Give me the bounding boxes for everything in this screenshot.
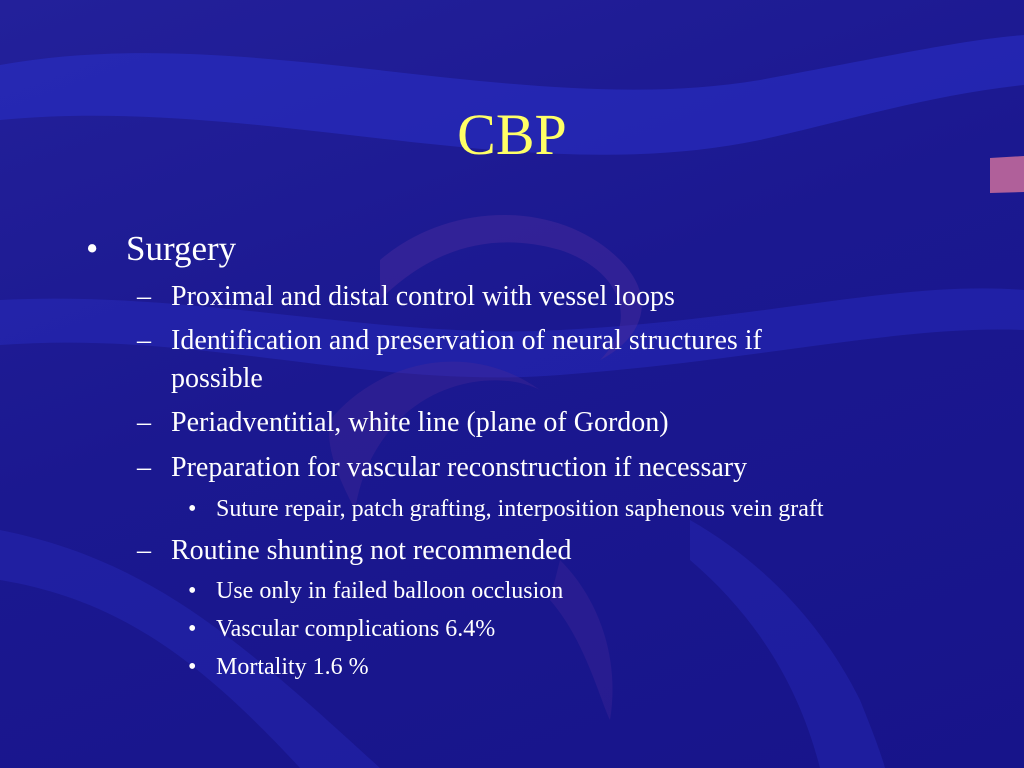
slide-title: CBP: [457, 102, 567, 167]
bullet-marker: •: [188, 578, 197, 604]
dash-marker: –: [137, 452, 151, 483]
list-item: [86, 229, 237, 269]
bullet-marker: •: [188, 616, 197, 642]
list-item-continuation: [171, 360, 263, 398]
list-item-text: Periadventitial, white line (plane of Gordon): [171, 407, 669, 438]
list-item-text: Identification and preservation of neural structures if: [171, 325, 762, 356]
list-item-text: possible: [171, 363, 263, 394]
dash-marker: –: [137, 281, 151, 312]
list-item: [137, 404, 669, 442]
dash-marker: –: [137, 325, 151, 356]
bullet-marker: •: [188, 654, 197, 680]
list-item-text: Preparation for vascular reconstruction if necessary: [171, 452, 748, 483]
list-item: [137, 532, 572, 570]
dash-marker: –: [137, 407, 151, 438]
list-item-text: Mortality 1.6 %: [216, 654, 369, 680]
list-item-text: Proximal and distal control with vessel loops: [171, 281, 675, 312]
list-item: [137, 278, 675, 316]
list-item: [188, 494, 824, 524]
bullet-marker: •: [86, 229, 99, 268]
list-item-text: Surgery: [126, 229, 237, 268]
list-item: [137, 322, 762, 360]
list-item: [188, 652, 369, 682]
dash-marker: –: [137, 535, 151, 566]
list-item-text: Vascular complications 6.4%: [216, 616, 496, 642]
bullet-marker: •: [188, 496, 197, 522]
list-item: [188, 576, 564, 606]
list-item-text: Use only in failed balloon occlusion: [216, 578, 564, 604]
list-item: [137, 449, 748, 487]
list-item: [188, 614, 496, 644]
list-item-text: Suture repair, patch grafting, interposition saphenous vein graft: [216, 496, 824, 522]
list-item-text: Routine shunting not recommended: [171, 535, 572, 566]
